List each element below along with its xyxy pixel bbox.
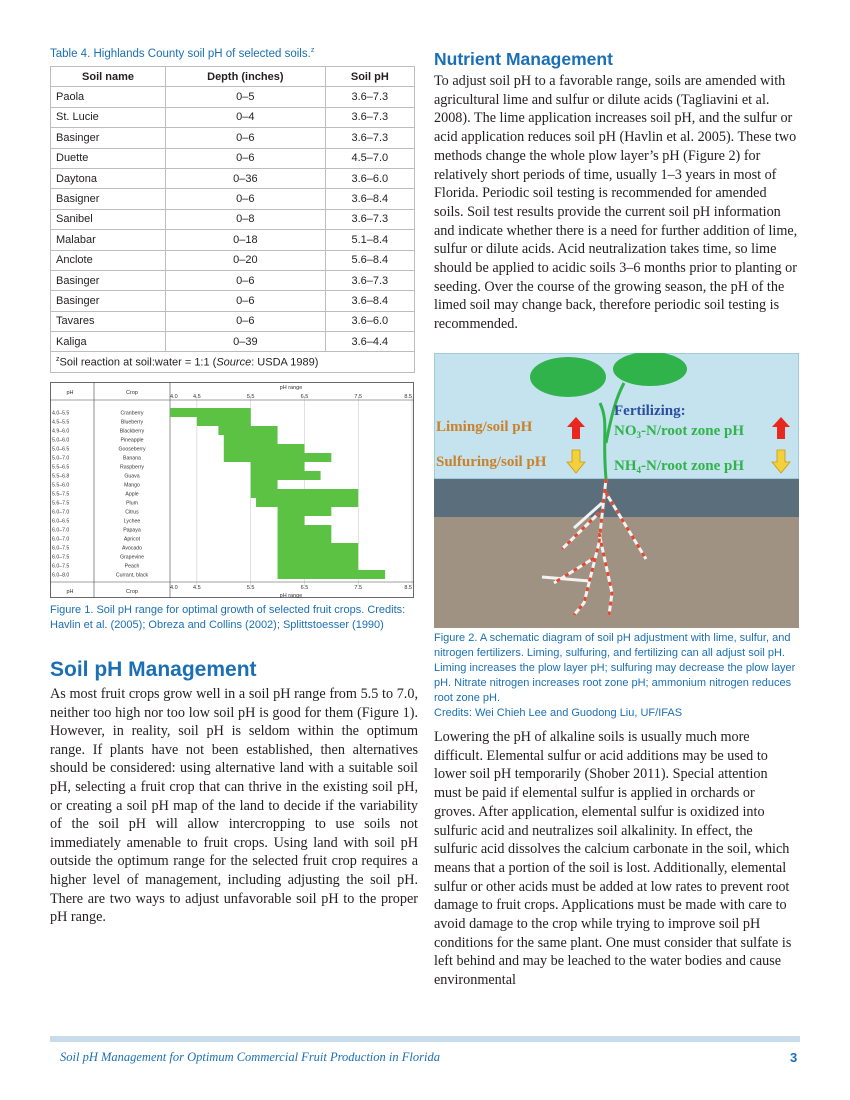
table-cell: 3.6–7.3 bbox=[325, 270, 414, 290]
tick-label-top: 4.5 bbox=[193, 394, 201, 400]
table-cell: 0–20 bbox=[166, 250, 326, 270]
soil-layer bbox=[434, 517, 799, 628]
table-cell: Basinger bbox=[51, 270, 166, 290]
row-crop-name: Apricot bbox=[123, 536, 141, 543]
table-cell: Tavares bbox=[51, 311, 166, 331]
table-row bbox=[51, 311, 415, 331]
chart-title: pH range bbox=[279, 385, 303, 391]
section-heading-nutrient: Nutrient Management bbox=[434, 49, 613, 69]
row-crop-name: Papaya bbox=[123, 527, 141, 534]
row-crop-name: Raspberry bbox=[120, 464, 144, 471]
row-ph-range: 4.5–5.5 bbox=[52, 419, 70, 426]
column-header-ph: pH bbox=[66, 390, 74, 396]
table-cell: 3.6–7.3 bbox=[325, 87, 414, 107]
table-row bbox=[51, 250, 415, 270]
row-ph-range: 6.0–7.5 bbox=[52, 563, 70, 570]
tick-label-bottom: 4.5 bbox=[193, 585, 201, 591]
body-paragraph: Lowering the pH of alkaline soils is usually much more difficult. Elemental sulfur or acid additions may be used to lower soil pH temporarily (Shober 2011). Special attention must be paid if elemental sulfur is applied in orchards or groves. After application, elemental sulfur is oxidized into sulfuric acid and neutralizes soil alkalinity. In effect, the sulfuric acid dissolves the calcium carbonate in the soil, which means that a portion of the soil is lost. Additionally, elemental sulfur or other acids must be added at low rates to prevent root damage to fruit crops. Applications must be made with care to avoid damage to the crop while trying to improve soil pH conditions for the same plant. One must consider that sulfate is left behind and may be leached to the water bodies and cause environmental bbox=[434, 729, 792, 989]
table-cell: 0–6 bbox=[166, 189, 326, 209]
ph-range-bar bbox=[278, 552, 359, 561]
table-row bbox=[51, 291, 415, 311]
table-cell: Daytona bbox=[51, 168, 166, 188]
row-ph-range: 6.0–7.5 bbox=[52, 545, 70, 552]
table4-caption: Table 4. Highlands County soil pH of selected soils.$^z$ bbox=[50, 47, 315, 60]
row-crop-name: Mango bbox=[124, 482, 140, 489]
table-row bbox=[51, 209, 415, 229]
liming-label: Liming/soil pH bbox=[436, 419, 533, 435]
row-ph-range: 6.0–6.5 bbox=[52, 518, 70, 525]
x-axis-label: pH range bbox=[279, 593, 303, 598]
table-row bbox=[51, 148, 415, 168]
ph-range-bar bbox=[170, 408, 251, 417]
table-header-cell: Soil name bbox=[51, 67, 166, 87]
table-cell: 0–39 bbox=[166, 332, 326, 352]
row-ph-range: 4.9–6.0 bbox=[52, 428, 70, 435]
row-crop-name: Citrus bbox=[125, 509, 139, 516]
soil-ph-table bbox=[50, 66, 415, 373]
table-row bbox=[51, 230, 415, 250]
table-cell: Sanibel bbox=[51, 209, 166, 229]
leaf-icon bbox=[530, 357, 606, 397]
sulfuring-label: Sulfuring/soil pH bbox=[436, 454, 547, 470]
table-cell: Malabar bbox=[51, 230, 166, 250]
ph-range-bar bbox=[224, 444, 305, 453]
page-number: 3 bbox=[790, 1050, 798, 1065]
table-cell: Paola bbox=[51, 87, 166, 107]
row-crop-name: Peach bbox=[124, 563, 140, 570]
row-ph-range: 5.5–6.5 bbox=[52, 464, 70, 471]
ph-range-bar bbox=[278, 543, 359, 552]
table-cell: 0–6 bbox=[166, 148, 326, 168]
table-cell: 0–6 bbox=[166, 128, 326, 148]
ph-range-bar bbox=[251, 462, 305, 471]
table-cell: 5.1–8.4 bbox=[325, 230, 414, 250]
row-crop-name: Blueberry bbox=[120, 419, 144, 426]
row-crop-name: Guava bbox=[124, 473, 140, 480]
row-crop-name: Grapevine bbox=[120, 554, 144, 561]
row-crop-name: Apple bbox=[125, 491, 139, 498]
footer-title: Soil pH Management for Optimum Commercial Fruit Production in Florida bbox=[60, 1050, 440, 1064]
table-cell: Basinger bbox=[51, 128, 166, 148]
tick-label-top: 7.5 bbox=[354, 394, 363, 400]
tick-label-bottom: 6.5 bbox=[300, 585, 309, 591]
ph-range-bar bbox=[224, 453, 332, 462]
table-note: $^z$Soil reaction at soil:water = 1:1 (Source: USDA 1989) bbox=[51, 352, 415, 372]
row-ph-range: 5.0–6.0 bbox=[52, 437, 70, 444]
ph-range-bar bbox=[278, 507, 332, 516]
table-row bbox=[51, 107, 415, 127]
row-ph-range: 5.6–7.5 bbox=[52, 500, 70, 507]
tick-label-top: 6.5 bbox=[300, 394, 309, 400]
table-cell: 0–4 bbox=[166, 107, 326, 127]
table-cell: 0–8 bbox=[166, 209, 326, 229]
row-crop-name: Banana bbox=[123, 455, 141, 462]
table-cell: 3.6–8.4 bbox=[325, 189, 414, 209]
table-cell: 0–6 bbox=[166, 270, 326, 290]
table-body bbox=[51, 87, 415, 352]
body-paragraph: To adjust soil pH to a favorable range, soils are amended with agricultural lime and sulfur or dilute acids (Tagliavini et al. 2008). The lime application increases soil pH, and the sulfur or acid application reduces soil pH (Havlin et al. 2005). These two methods change the whole plow layer’s pH (Figure 2) for relatively short periods of time, usually 1–3 years in most of Florida. Periodic soil testing is recommended for amended soils. Soil test results provide the current soil pH information and indicate whether there is a need for further addition of lime, sulfur or dilute acids. Acid neutralization takes time, so lime should be applied to acidic soils 3–6 months prior to planting or seeding. Over the course of the growing season, the pH of the limed soil may change back, therefore periodic soil testing is recommended. bbox=[434, 73, 798, 333]
soil-ph-adjustment-diagram bbox=[434, 353, 799, 628]
row-ph-range: 6.0–8.0 bbox=[52, 572, 70, 579]
row-crop-name: Pineapple bbox=[120, 437, 144, 444]
row-ph-range: 5.5–6.0 bbox=[52, 482, 70, 489]
ph-range-bar bbox=[251, 471, 321, 480]
tick-label-top: 5.5 bbox=[246, 394, 255, 400]
row-ph-range: 5.0–7.0 bbox=[52, 455, 70, 462]
table-header-cell: Soil pH bbox=[325, 67, 414, 87]
figure1-caption: Figure 1. Soil pH range for optimal growth of selected fruit crops. Credits: Havlin et al. (2005); Obreza and Collins (2002); Splittstoesser (1990) bbox=[50, 604, 406, 631]
table-cell: 4.5–7.0 bbox=[325, 148, 414, 168]
table-row bbox=[51, 168, 415, 188]
column-header-crop: Crop bbox=[126, 390, 138, 396]
tick-label-bottom: 4.0 bbox=[170, 585, 178, 591]
row-crop-name: Currant, black bbox=[115, 572, 149, 579]
table-cell: 0–36 bbox=[166, 168, 326, 188]
ph-range-bar bbox=[278, 516, 305, 525]
row-ph-range: 6.0–7.5 bbox=[52, 554, 70, 561]
ph-range-bar bbox=[278, 534, 332, 543]
table-cell: Anclote bbox=[51, 250, 166, 270]
table-note-row bbox=[51, 352, 415, 372]
table-cell: 0–6 bbox=[166, 291, 326, 311]
footer-divider bbox=[50, 1036, 800, 1042]
row-ph-range: 6.0–7.0 bbox=[52, 527, 70, 534]
row-ph-range: 6.0–7.0 bbox=[52, 536, 70, 543]
body-paragraph: As most fruit crops grow well in a soil pH range from 5.5 to 7.0, neither too high nor too low soil pH is good for them (Figure 1). However, in reality, soil pH is seldom within the optimum range. If plants have not been established, then alternatives should be considered: using alternative land with a suitable soil pH, selecting a fruit crop that can thrive in the existing soil pH, or creating a soil pH map of the land to decide if the variability of the soil pH will allow intercropping to use soils not immediately amenable to fruit crops. Using land with soil pH outside the optimum range for the selected fruit crop requires a higher level of management, including adjusting the soil pH. There are two ways to adjust unfavorable soil pH to the proper pH range. bbox=[50, 686, 418, 926]
row-ph-range: 6.0–7.0 bbox=[52, 509, 70, 516]
table-cell: 3.6–8.4 bbox=[325, 291, 414, 311]
table-cell: 3.6–6.0 bbox=[325, 168, 414, 188]
row-ph-range: 4.0–5.5 bbox=[52, 410, 70, 417]
table-cell: 3.6–4.4 bbox=[325, 332, 414, 352]
tick-label-bottom: 7.5 bbox=[354, 585, 363, 591]
table-cell: 3.6–7.3 bbox=[325, 128, 414, 148]
tick-label-top: 4.0 bbox=[170, 394, 178, 400]
ph-range-bar bbox=[278, 525, 332, 534]
table-cell: 0–18 bbox=[166, 230, 326, 250]
table-cell: Kaliga bbox=[51, 332, 166, 352]
table-row bbox=[51, 128, 415, 148]
ph-range-bar bbox=[218, 426, 277, 435]
table-cell: St. Lucie bbox=[51, 107, 166, 127]
ph-range-bar bbox=[278, 570, 386, 579]
table-cell: Basigner bbox=[51, 189, 166, 209]
table-cell: 5.6–8.4 bbox=[325, 250, 414, 270]
table-row bbox=[51, 87, 415, 107]
section-heading-soil-ph: Soil pH Management bbox=[50, 658, 257, 681]
table-cell: Duette bbox=[51, 148, 166, 168]
leaf-icon bbox=[613, 353, 687, 386]
row-crop-name: Lychee bbox=[123, 518, 141, 525]
row-crop-name: Cranberry bbox=[120, 410, 144, 417]
table-header-cell: Depth (inches) bbox=[166, 67, 326, 87]
table-cell: Basinger bbox=[51, 291, 166, 311]
ph-range-bar bbox=[278, 561, 359, 570]
tick-label-top: 8.5 bbox=[404, 394, 412, 400]
tick-label-bottom: 5.5 bbox=[246, 585, 255, 591]
column-footer-ph: pH bbox=[66, 589, 74, 595]
table-cell: 3.6–7.3 bbox=[325, 209, 414, 229]
ph-range-bar bbox=[224, 435, 278, 444]
ph-range-bar bbox=[256, 498, 358, 507]
ph-range-bar bbox=[251, 489, 359, 498]
row-crop-name: Gooseberry bbox=[118, 446, 146, 453]
nitrate-label: $NO_3-N$/root zone pH bbox=[614, 423, 745, 440]
table-header-row bbox=[51, 67, 415, 87]
column-footer-crop: Crop bbox=[126, 589, 138, 595]
table-cell: 3.6–6.0 bbox=[325, 311, 414, 331]
ammonium-label: $NH_4-N$/root zone pH bbox=[614, 458, 745, 475]
row-ph-range: 5.5–6.8 bbox=[52, 473, 70, 480]
table-row bbox=[51, 189, 415, 209]
row-crop-name: Blackberry bbox=[119, 428, 145, 435]
table-cell: 0–5 bbox=[166, 87, 326, 107]
row-crop-name: Avocado bbox=[121, 545, 143, 552]
table-cell: 0–6 bbox=[166, 311, 326, 331]
row-ph-range: 5.5–7.5 bbox=[52, 491, 70, 498]
fertilizing-label: Fertilizing: bbox=[614, 403, 686, 419]
fruit-crop-ph-chart bbox=[50, 382, 414, 598]
table-row bbox=[51, 332, 415, 352]
ph-range-bar bbox=[197, 417, 251, 426]
row-crop-name: Plum bbox=[126, 500, 138, 507]
figure2-caption: Figure 2. A schematic diagram of soil pH adjustment with lime, sulfur, and nitrogen fertilizers. Liming, sulfuring, and fertilizing can all adjust soil pH. Liming increases the plow layer pH; sulfuring may decrease the plow layer pH. Nitrate nitrogen increases root zone pH; ammonium nitrogen reduces root zone pH. Credits: Wei Chieh Lee and Guodong Liu, UF/IFAS bbox=[434, 632, 796, 719]
ph-range-bar bbox=[251, 480, 278, 489]
table-row bbox=[51, 270, 415, 290]
row-ph-range: 5.0–6.5 bbox=[52, 446, 70, 453]
tick-label-bottom: 8.5 bbox=[404, 585, 412, 591]
table-cell: 3.6–7.3 bbox=[325, 107, 414, 127]
